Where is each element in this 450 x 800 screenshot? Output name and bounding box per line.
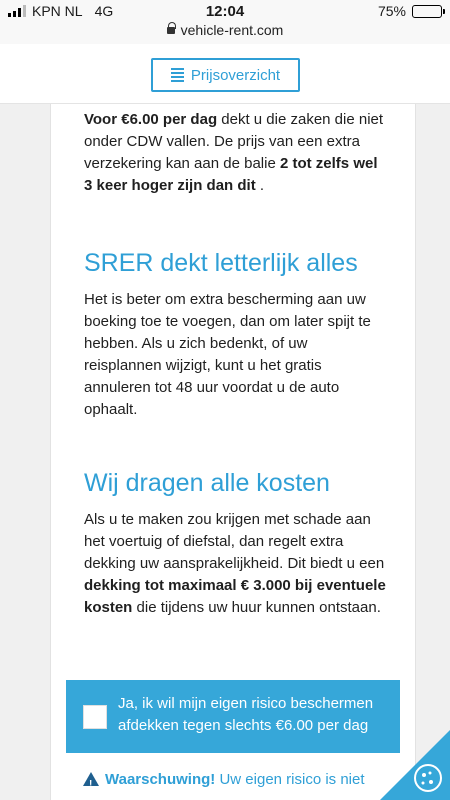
battery-cap xyxy=(443,9,445,14)
clock: 12:04 xyxy=(205,3,245,20)
coverage-paragraph xyxy=(84,109,389,197)
cookie-icon[interactable] xyxy=(380,730,450,800)
price-per-day-highlight: Voor €6.00 per dag xyxy=(84,111,218,128)
coverage-text: dekt u die zaken die niet onder CDW vallen. De prijs van een extra verzekering kan aan de balie xyxy=(84,111,384,172)
list-icon xyxy=(171,68,184,82)
costs-text-end: die tijdens uw huur kunnen ontstaan. xyxy=(132,599,381,616)
desk-price-highlight: 2 tot zelfs wel 3 keer hoger zijn dan dit xyxy=(84,155,378,194)
heading-covers-everything: SRER dekt letterlijk alles xyxy=(84,249,358,277)
url-text: vehicle-rent.com xyxy=(180,22,284,38)
battery-icon xyxy=(412,5,442,18)
warning-text: Uw eigen risico is niet xyxy=(215,771,365,788)
status-right xyxy=(378,3,442,19)
coverage-text-end: . xyxy=(255,177,265,194)
sticky-header xyxy=(0,44,450,104)
status-bar xyxy=(0,0,450,22)
warning-icon xyxy=(83,772,99,786)
price-overview-label: Prijsoverzicht xyxy=(190,66,281,84)
price-overview-button[interactable] xyxy=(151,58,300,92)
carrier-name: KPN NL xyxy=(32,3,83,19)
costs-paragraph xyxy=(84,509,389,619)
url-bar[interactable] xyxy=(0,22,450,44)
costs-text: Als u te maken zou krijgen met schade aan het voertuig of diefstal, dan regelt extra dekking uw aansprakelijkheid. Dit biedt u een xyxy=(84,511,385,572)
insurance-optin[interactable] xyxy=(66,680,400,753)
warning-message xyxy=(83,769,413,791)
protection-paragraph: Het is beter om extra bescherming aan uw boeking toe te voegen, dan om later spijt te hebben. Als u zich bedenkt, of uw reisplannen wijzigt, kunt u het gratis annuleren tot 48 uur voordat u de auto ophaalt. xyxy=(84,291,371,418)
battery-percentage: 75% xyxy=(377,3,406,19)
insurance-optin-label: Ja, ik wil mijn eigen risico beschermen afdekken tegen slechts €6.00 per dag xyxy=(118,695,374,734)
warning-title: Waarschuwing! xyxy=(105,771,216,788)
max-coverage-highlight: dekking tot maximaal € 3.000 bij eventuele kosten xyxy=(84,577,386,616)
insurance-checkbox[interactable] xyxy=(83,705,107,729)
heading-all-costs: Wij dragen alle kosten xyxy=(84,469,330,497)
lock-icon xyxy=(167,27,175,34)
network-type: 4G xyxy=(94,3,114,19)
